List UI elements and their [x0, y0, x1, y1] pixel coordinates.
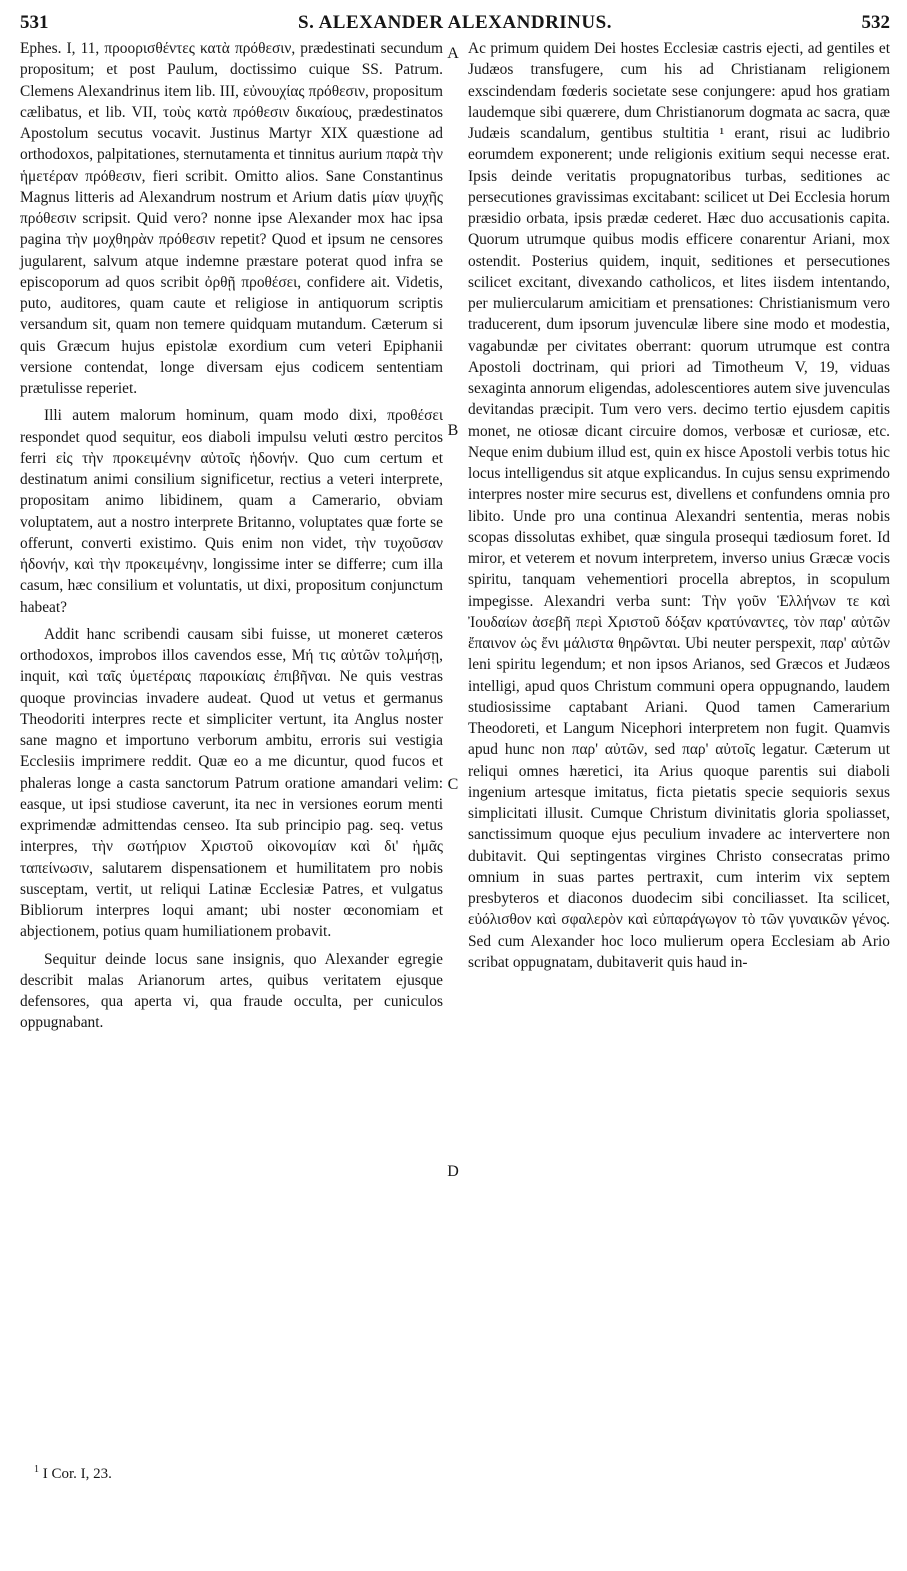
margin-letter-c: C: [447, 776, 459, 793]
page-number-right: 532: [861, 12, 890, 33]
margin-letter-d: D: [447, 1163, 459, 1180]
right-column: [468, 38, 890, 973]
left-paragraph-1: Ephes. I, 11, προορισθέντες κατὰ πρόθεσιν, prædestinati secundum propositum; et post Paulum, doctissimo cuique SS. Patrum. Clemens Alexandrinus item lib. III, εὐνουχίας πρόθεσιν, propositum cælibatus, et lib. VII, τοὺς κατὰ πρόθεσιν δικαίους, prædestinatos Apostolum secutus vocavit. Justinus Martyr XIX quæstione ad orthodoxos, palpitationes, sternutamenta et tinnitus aurium παρὰ τὴν ἡμετέραν πρόθεσιν, fieri scribit. Omitto alios. Sane Constantinus Magnus litteris ad Alexandrum nostrum et Arium datis μίαν ψυχῆς πρόθεσιν scripsit. Quid vero? nonne ipse Alexander mox hac ipsa pagina τὴν μοχθηρὰν πρόθεσιν repetit? Quod et ipsum ne censores jugularent, salvum atque indemne præstare poterat quod infra se episcoporum ad quos scribit ὀρθῇ προθέσει, confidere ait. Videtis, puto, auditores, quam caute et religiose in antiquorum scriptis versandum sit, quam non temere quidquam mutandum. Cæterum si quis Græcum hujus epistolæ exordium cum veteri Epiphanii versione contendat, longe diversam ejus codicem sententiam prætulisse reperiet.: [20, 40, 443, 397]
footnote-text: I Cor. I, 23.: [42, 1466, 112, 1482]
right-paragraph-1: Ac primum quidem Dei hostes Ecclesiæ castris ejecti, ad gentiles et Judæos transfugere, cum his ad Christianam religionem exscindendam fœderis societate sese conjungere: apud hos gratiam laudemque sibi quærere, dum Christianorum dogmata ac sacra, quæ Judæis scandalum, gentibus stultitia ¹ erant, risui ac ludibrio eorumdem exponerent; unde religionis exitium sequi necesse erat. Ipsis deinde veritatis propugnatoribus turbas, seditiones ac persecutiones gravissimas excitabant: scilicet ut Dei Ecclesia horum præsidio orbata, ipsis prædæ cederet. Hæc duo accusationis capita. Quorum utrumque quibus modis efficere conarentur Ariani, mox ostendit. Posterius quidem, inquit, seditiones et persecutiones scilicet excitant, divexando catholicos, et lites iisdem intentando, per muliercularum amicitiam et prensationes: Christianismum vero traducerent, dum ipsorum juvenculæ libere sine modo et modestia, vagabundæ per civitates oberrant: quorum utrumque est contra Apostoli doctrinam, qui priori ad Timotheum V, 19, viduas sexaginta annorum eligendas, adolescentiores autem sive juvenculas devitandas præcipit. Tum vero vers. decimo tertio ejusdem capitis monet, ne otiosæ dicant circuire domos, verbosæ et curiosæ, etc. Neque enim dubium illud est, quin ex hisce Apostoli verbis totus hic locus intelligendus sit atque explicandus. In cujus sensu exprimendo interpres noster mire securus est, divellens et confundens omnia pro libito. Unde pro una continua Alexandri sententia, meras nobis scopas dissolutas exhibet, quæ singula prosequi tædiosum foret. Id miror, et veterem et novum interpretem, inverso unius Græcæ vocis spiritu, tanquam vehementiori procella abreptos, in scopulum impegisse. Alexandri verba sunt: Τὴν γοῦν Ἑλλήνων τε καὶ Ἰουδαίων ἀσεβῆ περὶ Χριστοῦ δόξαν κρατύναντες, τὸν παρ' αὐτῶν ἔπαινον ὡς ἔνι μάλιστα θηρῶνται. Ubi neuter perspexit, παρ' αὐτῶν leni spiritu legendum; et non ipsos Arianos, sed Græcos et Judæos intelligi, apud quos Christum communi opera oppugnando, laudem studiosissime captabant Ariani. Quod tamen Camerarium Theodoreti, et Langum Nicephori interpretem non fugit. Quamvis apud hunc non παρ' αὐτῶν, sed παρ' αὐτοῖς legatur. Cæterum ut reliqui omnes hæretici, ita Arius quoque parentis sui diaboli ingenium artesque imitatus, ficta pietatis specie sequioris sexus simplicitati illusit. Cumque Christum divinitatis gloria spoliasset, sanctissimum quoque ejus peculium invadere ac intervertere non dubitavit. Qui septingentas virgines Christo consecratas primo omnium in suas partes pertraxit, cum interim vix septem presbyteros et diaconos duodecim sibi conciliasset. Ita scilicet, εὐόλισθον καὶ σφαλερὸν καὶ εὐπαράγωγον τὸ τῶν γυναικῶν γένος. Sed cum Alexander hoc loco mulierum opera Ecclesiam ab Ario scribat oppugnatam, dubitaverit quis haud in-: [468, 40, 890, 971]
footnote: [34, 1464, 112, 1483]
margin-letter-a: A: [447, 45, 459, 62]
page-number-left: 531: [20, 12, 49, 33]
margin-letter-b: B: [447, 422, 459, 439]
running-header: [20, 12, 890, 38]
left-paragraph-3: Addit hanc scribendi causam sibi fuisse, ut moneret cæteros orthodoxos, improbos illos cavendos esse, Μή τις αὐτῶν τολμήσῃ, inquit, καὶ ταῖς ὑμετέραις παροικίαις ἐπιβῆναι. Ne quis vestras quoque provincias invadere audeat. Quod ut vetus et germanus Theodoriti interpres recte et simpliciter vertunt, ita Anglus noster sane magno et importuno verborum ambitu, erroris sui vestigia Ecclesiis imprimere reddit. Quæ eo a me dicuntur, quod fucos et phaleras longe a casta sanctorum Patrum oratione amandari velim: easque, ut ipsi studiose caverunt, ita nec in versiones eorum menti exprimendæ admittendas censeo. Ita sub principio pag. seq. vetus interpres, τὴν σωτήριον Χριστοῦ οἰκονομίαν καὶ δι' ἡμᾶς ταπείνωσιν, salutarem dispensationem et humilitatem pro nobis susceptam, vertit, ut reliqui Latinæ Ecclesiæ Patres, et vulgatus Bibliorum interpres loqui amant; ubi noster œconomiam et abjectionem, potius quam humiliationem probavit.: [20, 625, 443, 941]
running-title: S. ALEXANDER ALEXANDRINUS.: [298, 12, 612, 33]
left-paragraph-2: Illi autem malorum hominum, quam modo dixi, προθέσει respondet quod sequitur, eos diaboli impulsu veluti œstro percitos ferri εἰς τὴν προκειμένην αὐτοῖς ἡδονήν. Quo cum certum et destinatum animi consilium significetur, rectius a veteri interprete, propositam animo libidinem, quam a Camerario, obviam voluptatem, aut a nostro interprete Britanno, voluptates quæ forte se offerunt, converti existimo. Quis enim non videt, τὴν τυχοῦσαν ἡδονήν, καὶ τὴν προκειμένην, longissime inter se differre; cum illa casum, hæc consilium et voluntatis, ut dixi, propositum conjunctum habeat?: [20, 407, 443, 616]
left-paragraph-4: Sequitur deinde locus sane insignis, quo Alexander egregie describit malas Arianorum artes, quibus veritatem ejusque defensores, qua aperta vi, qua fraude occulta, per cuniculos oppugnabant.: [20, 950, 443, 1032]
left-column: [20, 38, 443, 1034]
footnote-mark: 1: [34, 1464, 39, 1475]
